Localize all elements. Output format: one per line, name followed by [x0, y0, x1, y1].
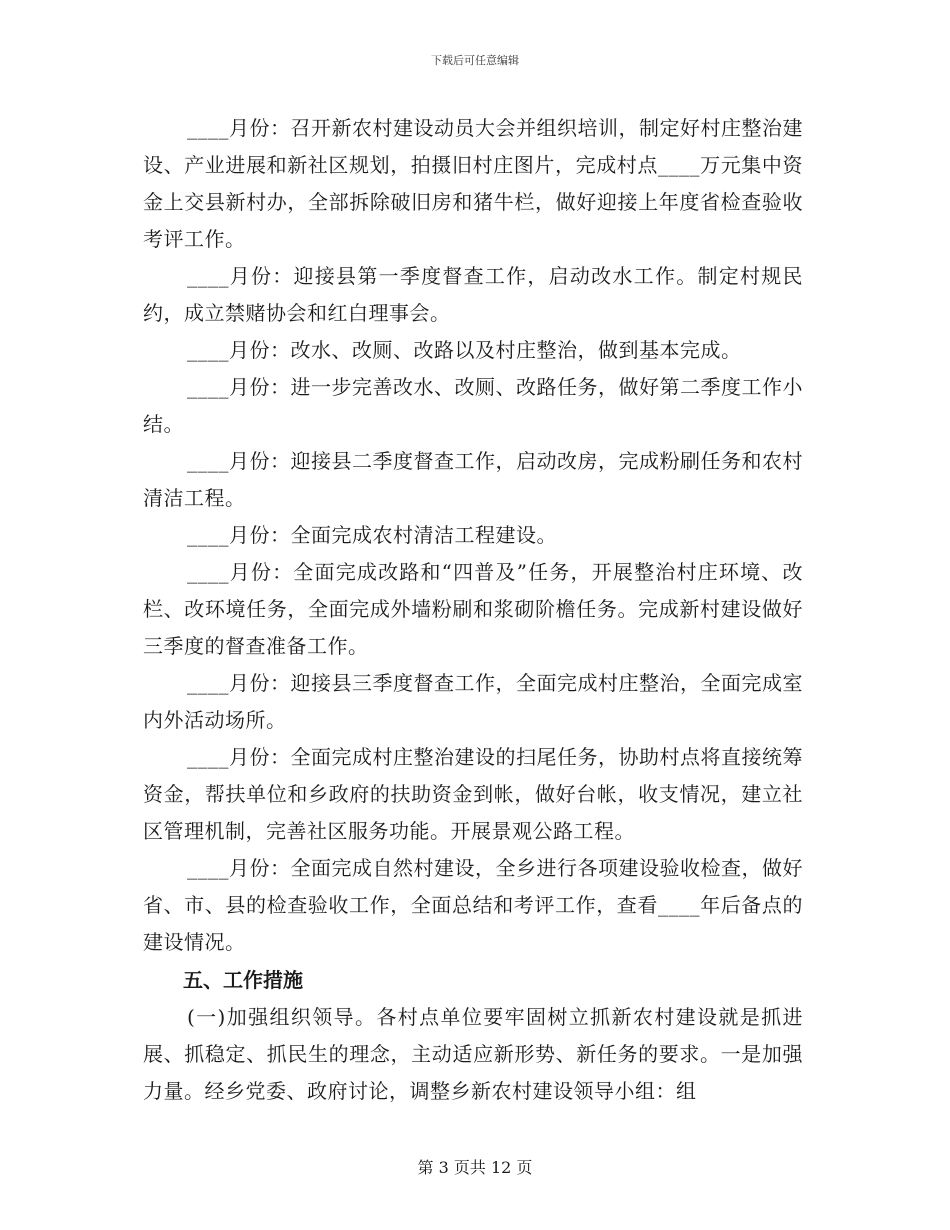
paragraph: ____月份：进一步完善改水、改厕、改路任务，做好第二季度工作小结。 [143, 375, 803, 436]
paragraph: ____月份：迎接县第一季度督查工作，启动改水工作。制定村规民约，成立禁赌协会和红白理事会。 [143, 264, 803, 325]
paragraph: ____月份：全面完成自然村建设，全乡进行各项建设验收检查，做好省、市、县的检查验收工作，全面总结和考评工作，查看____年后备点的建设情况。 [143, 856, 803, 954]
paragraph: ____月份：迎接县二季度督查工作，启动改房，完成粉刷任务和农村清洁工程。 [143, 449, 803, 510]
paragraph: ____月份：全面完成改路和“四普及”任务，开展整治村庄环境、改栏、改环境任务，全面完成外墙粉刷和浆砌阶檐任务。完成新村建设做好三季度的督查准备工作。 [143, 560, 803, 658]
paragraph: ____月份：迎接县三季度督查工作，全面完成村庄整治，全面完成室内外活动场所。 [143, 671, 803, 732]
paragraph: ____月份：全面完成村庄整治建设的扫尾任务，协助村点将直接统筹资金，帮扶单位和乡政府的扶助资金到帐，做好台帐，收支情况，建立社区管理机制，完善社区服务功能。开展景观公路工程。 [143, 745, 803, 843]
paragraph: ____月份：召开新农村建设动员大会并组织培训，制定好村庄整治建设、产业进展和新社区规划，拍摄旧村庄图片，完成村点____万元集中资金上交县新村办，全部拆除破旧房和猪牛栏，做好迎接上年度省检查验收考评工作。 [143, 116, 803, 251]
page-header: 下载后可任意编辑 [431, 54, 519, 67]
closing-paragraph: (一)加强组织领导。各村点单位要牢固树立抓新农村建设就是抓进展、抓稳定、抓民生的理念，主动适应新形势、新任务的要求。一是加强力量。经乡党委、政府讨论，调整乡新农村建设领导小组：组 [143, 1005, 803, 1103]
paragraph: ____月份：改水、改厕、改路以及村庄整治，做到基本完成。 [187, 338, 742, 362]
paragraph: ____月份：全面完成农村清洁工程建设。 [187, 523, 557, 547]
document-body [143, 110, 803, 1110]
page-footer: 第 3 页共 12 页 [417, 1158, 533, 1177]
section-heading: 五、工作措施 [183, 968, 303, 992]
